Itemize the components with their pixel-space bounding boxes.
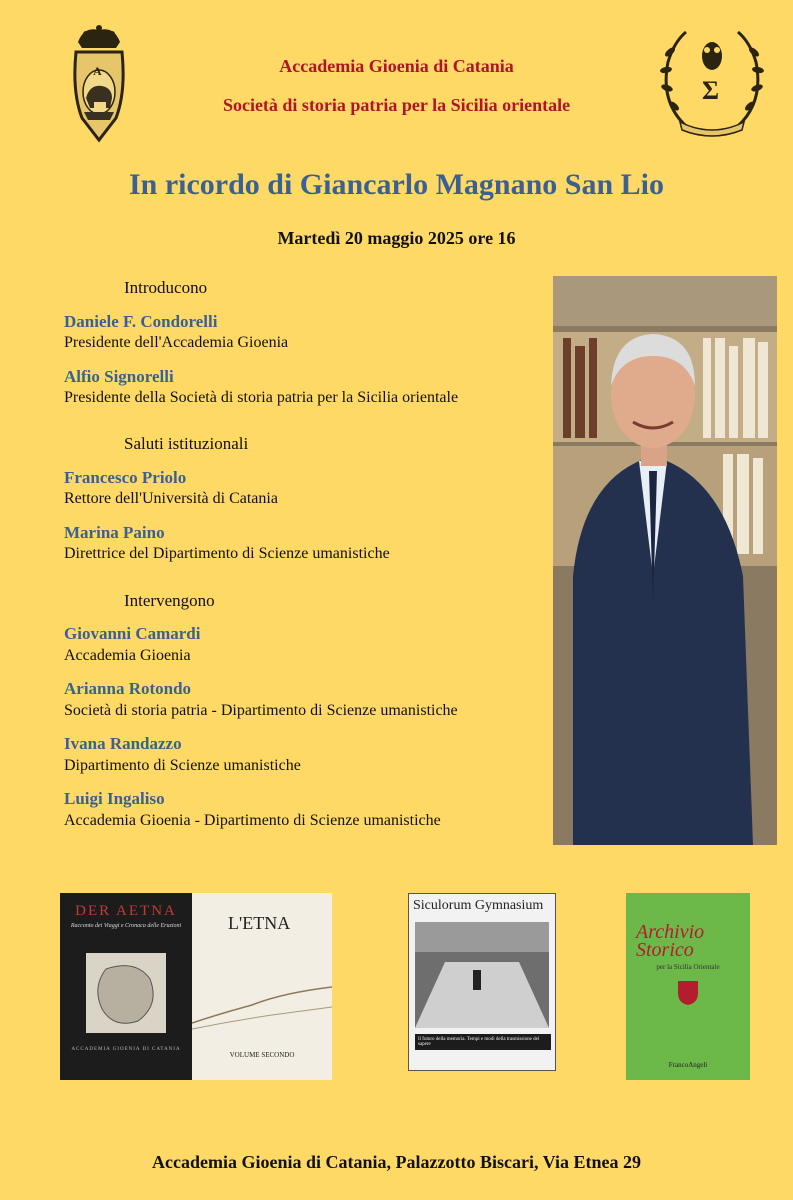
etna-sketch-image (192, 983, 332, 1033)
portrait-photo (553, 276, 777, 845)
crest-icon (674, 977, 702, 1007)
speaker-name: Luigi Ingaliso (64, 789, 165, 808)
book-subtitle: Racconto dei Viaggi e Cronaca delle Eruzioni (70, 923, 182, 929)
speaker-name: Marina Paino (64, 523, 165, 542)
accademia-gioenia-crest (68, 22, 130, 144)
speaker-name: Arianna Rotondo (64, 679, 192, 698)
section-heading-saluti: Saluti istituzionali (124, 434, 249, 453)
book-cover-archivio-storico (626, 893, 750, 1080)
speaker-name: Alfio Signorelli (64, 367, 174, 386)
book-subtitle: per la Sicilia Orientale (656, 963, 720, 971)
crest-letter: A (93, 64, 102, 78)
book-publisher: ACCADEMIA GIOENIA DI CATANIA (71, 1047, 181, 1052)
event-title: In ricordo di Giancarlo Magnano San Lio (128, 168, 665, 201)
book-title: L'ETNA (228, 913, 291, 933)
speaker-role: Direttrice del Dipartimento di Scienze umanistiche (64, 545, 390, 562)
organizer-societa: Società di storia patria per la Sicilia orientale (222, 95, 571, 115)
speaker-name: Daniele F. Condorelli (64, 312, 218, 331)
section-heading-intervengono: Intervengono (124, 591, 215, 610)
speaker-name: Ivana Randazzo (64, 734, 182, 753)
book-cover-siculorum-gymnasium (408, 893, 556, 1071)
societa-storia-patria-logo (656, 22, 768, 140)
speaker-role: Presidente della Società di storia patria per la Sicilia orientale (64, 389, 459, 406)
event-date: Martedì 20 maggio 2025 ore 16 (277, 228, 516, 248)
speaker-role: Dipartimento di Scienze umanistiche (64, 757, 301, 774)
book-publisher: FrancoAngeli (668, 1061, 708, 1069)
speaker-role: Rettore dell'Università di Catania (64, 490, 278, 507)
book-cover-der-aetna (60, 893, 192, 1080)
speaker-role: Accademia Gioenia - Dipartimento di Scienze umanistiche (64, 812, 441, 829)
speaker-role: Società di storia patria - Dipartimento di Scienze umanistiche (64, 702, 458, 719)
book-subtitle: VOLUME SECONDO (229, 1051, 295, 1059)
section-heading-introducono: Introducono (124, 278, 208, 297)
book-cover-l-etna (192, 893, 332, 1080)
book-title: DER AETNA (75, 903, 177, 919)
logo-sigma: Σ (702, 76, 719, 105)
speaker-name: Giovanni Camardi (64, 624, 201, 643)
book-title: Archivio Storico (636, 921, 705, 961)
venue-address: Accademia Gioenia di Catania, Palazzotto Biscari, Via Etnea 29 (152, 1152, 641, 1172)
speaker-name: Francesco Priolo (64, 468, 187, 487)
book-subtitle: Il futuro della memoria. Tempi e modi della trasmissione del sapere (415, 1034, 551, 1050)
speaker-role: Presidente dell'Accademia Gioenia (64, 334, 289, 351)
organizer-accademia: Accademia Gioenia di Catania (279, 56, 514, 76)
archive-room-image (415, 922, 549, 1028)
etna-map-image (86, 953, 166, 1033)
book-title: Siculorum Gymnasium (413, 898, 544, 913)
speaker-role: Accademia Gioenia (64, 647, 191, 664)
